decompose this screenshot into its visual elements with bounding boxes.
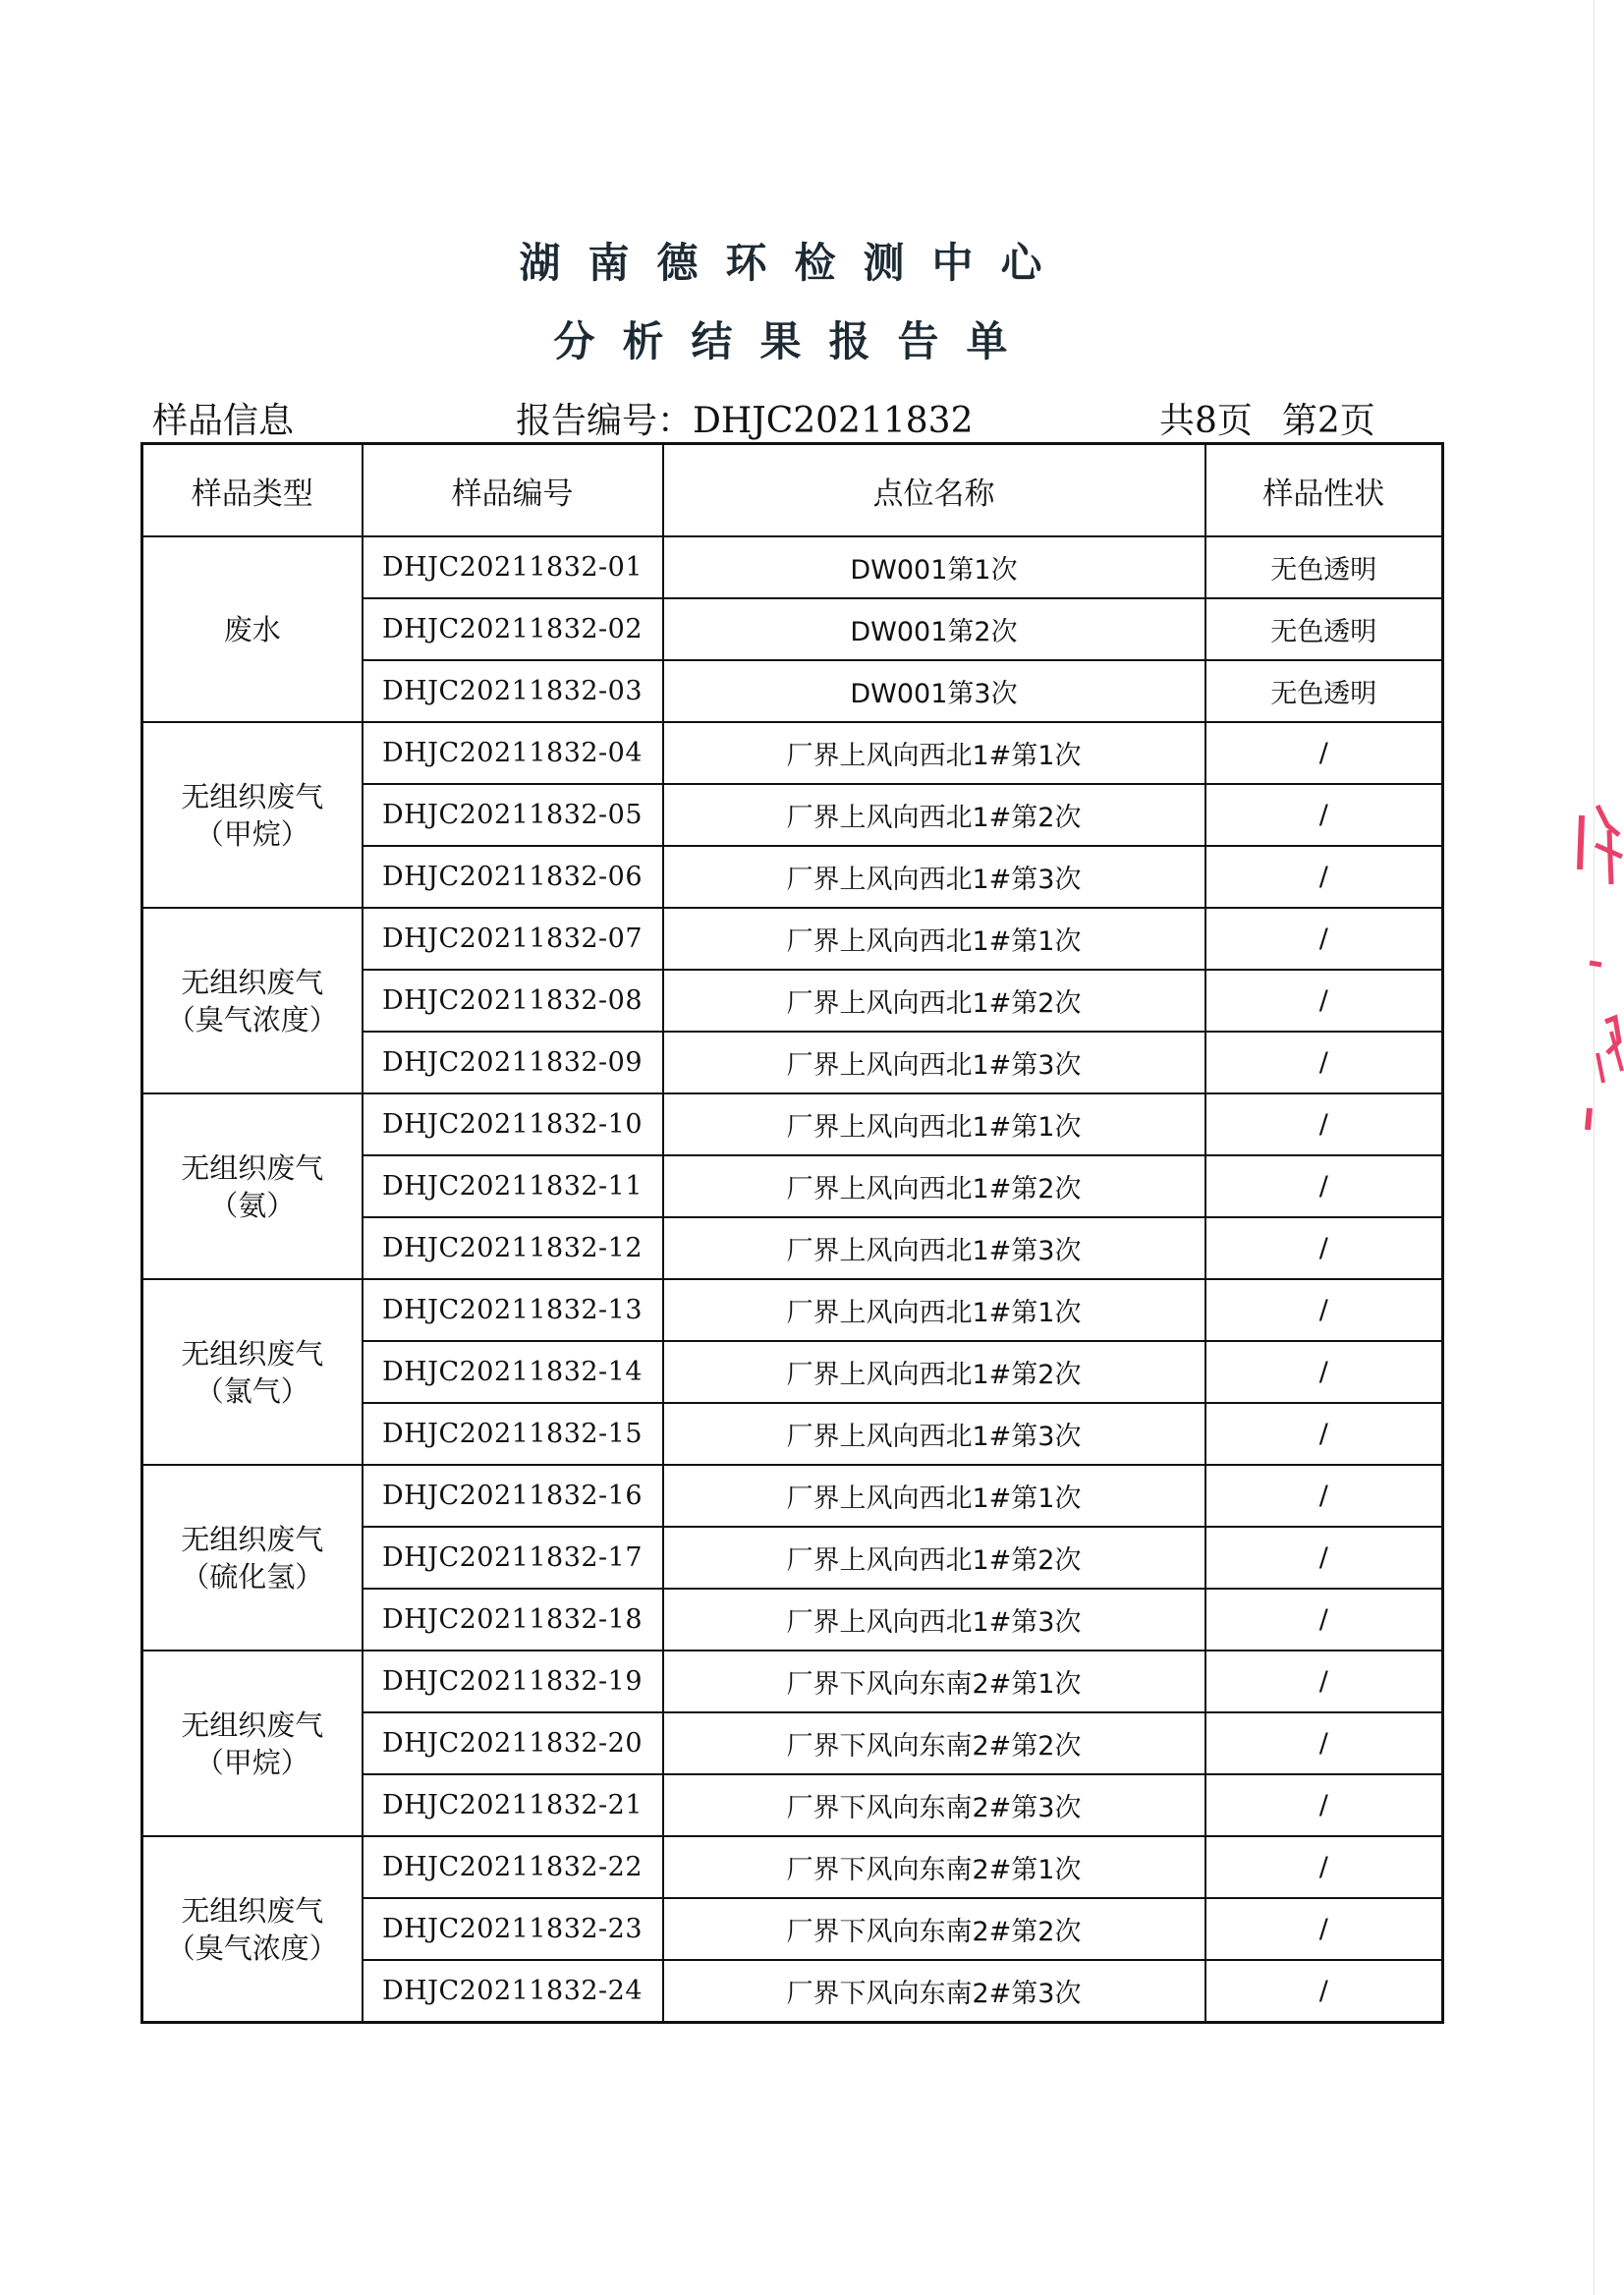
point-name-cell: 厂界上风向西北1#第2次 — [663, 1341, 1205, 1403]
point-name-cell: 厂界上风向西北1#第2次 — [663, 784, 1205, 846]
sample-property-cell: / — [1205, 1155, 1443, 1217]
sample-property-cell: / — [1205, 846, 1443, 908]
point-name-cell: 厂界上风向西北1#第3次 — [663, 1217, 1205, 1279]
sample-id-cell: DHJC20211832-11 — [363, 1155, 663, 1217]
table-row — [142, 1651, 1443, 1712]
sample-property-cell: / — [1205, 1712, 1443, 1774]
sample-type-qualifier: （甲烷） — [195, 1745, 309, 1779]
table-body — [142, 536, 1443, 2023]
sample-type-cell — [142, 1651, 363, 1836]
section-label: 样品信息 — [152, 401, 295, 441]
sample-property-cell: / — [1205, 1774, 1443, 1836]
sample-type-cell — [142, 1465, 363, 1651]
sample-id-cell: DHJC20211832-08 — [363, 970, 663, 1032]
sample-property-cell: 无色透明 — [1205, 660, 1443, 722]
sample-property-cell: / — [1205, 1403, 1443, 1465]
sample-type-label: 无组织废气 — [181, 1893, 324, 1928]
sample-type-label: 无组织废气 — [181, 1150, 324, 1185]
sample-property-cell: / — [1205, 1032, 1443, 1093]
point-name-cell: 厂界上风向西北1#第3次 — [663, 1403, 1205, 1465]
red-seal-stamp-fragment — [1568, 796, 1624, 1130]
point-name-cell: 厂界上风向西北1#第2次 — [663, 1527, 1205, 1589]
point-name-cell: DW001第2次 — [663, 598, 1205, 660]
sample-id-cell: DHJC20211832-22 — [363, 1836, 663, 1898]
sample-property-cell: / — [1205, 1465, 1443, 1527]
point-name-cell: 厂界下风向东南2#第3次 — [663, 1960, 1205, 2023]
sample-type-cell — [142, 908, 363, 1093]
point-name-cell: 厂界上风向西北1#第3次 — [663, 1589, 1205, 1651]
sample-id-cell: DHJC20211832-05 — [363, 784, 663, 846]
sample-property-cell: / — [1205, 1898, 1443, 1960]
sample-id-cell: DHJC20211832-15 — [363, 1403, 663, 1465]
point-name-cell: 厂界下风向东南2#第1次 — [663, 1651, 1205, 1712]
sample-id-cell: DHJC20211832-13 — [363, 1279, 663, 1341]
sample-property-cell: / — [1205, 784, 1443, 846]
sample-property-cell: / — [1205, 1960, 1443, 2023]
sample-type-label: 无组织废气 — [181, 1336, 324, 1371]
point-name-cell: 厂界上风向西北1#第3次 — [663, 1032, 1205, 1093]
point-name-cell: 厂界下风向东南2#第2次 — [663, 1712, 1205, 1774]
point-name-cell: 厂界上风向西北1#第1次 — [663, 1465, 1205, 1527]
sample-id-cell: DHJC20211832-07 — [363, 908, 663, 970]
sample-property-cell: 无色透明 — [1205, 536, 1443, 598]
sample-property-cell: / — [1205, 1279, 1443, 1341]
sample-type-cell — [142, 536, 363, 722]
point-name-cell: 厂界上风向西北1#第1次 — [663, 1279, 1205, 1341]
sample-property-cell: / — [1205, 1836, 1443, 1898]
sample-id-cell: DHJC20211832-03 — [363, 660, 663, 722]
sample-type-cell — [142, 1279, 363, 1465]
point-name-cell: DW001第1次 — [663, 536, 1205, 598]
sample-id-cell: DHJC20211832-12 — [363, 1217, 663, 1279]
sample-id-cell: DHJC20211832-02 — [363, 598, 663, 660]
sample-id-cell: DHJC20211832-18 — [363, 1589, 663, 1651]
sample-type-qualifier: （氯气） — [195, 1373, 309, 1408]
sample-id-cell: DHJC20211832-24 — [363, 1960, 663, 2023]
sample-type-qualifier: （氨） — [209, 1188, 296, 1222]
sample-type-qualifier: （臭气浓度） — [166, 1931, 338, 1965]
sample-type-qualifier: （臭气浓度） — [166, 1002, 338, 1036]
sample-id-cell: DHJC20211832-06 — [363, 846, 663, 908]
sample-property-cell: / — [1205, 1341, 1443, 1403]
sample-property-cell: / — [1205, 970, 1443, 1032]
sample-type-qualifier: （硫化氢） — [181, 1559, 324, 1594]
sample-type-label: 无组织废气 — [181, 965, 324, 999]
column-header-sample-type: 样品类型 — [142, 444, 363, 537]
sample-type-cell — [142, 1836, 363, 2023]
table-header-row — [142, 444, 1443, 537]
sample-id-cell: DHJC20211832-09 — [363, 1032, 663, 1093]
total-pages: 共8页 — [1159, 401, 1253, 441]
sample-id-cell: DHJC20211832-01 — [363, 536, 663, 598]
sample-id-cell: DHJC20211832-20 — [363, 1712, 663, 1774]
page-indicator — [1159, 393, 1375, 443]
table-row — [142, 536, 1443, 598]
sample-property-cell: / — [1205, 1093, 1443, 1155]
sample-type-label: 无组织废气 — [181, 1522, 324, 1556]
table-row — [142, 1279, 1443, 1341]
sample-property-cell: / — [1205, 1217, 1443, 1279]
sample-type-label: 无组织废气 — [181, 1707, 324, 1742]
sample-property-cell: 无色透明 — [1205, 598, 1443, 660]
column-header-sample-id: 样品编号 — [363, 444, 663, 537]
point-name-cell: 厂界上风向西北1#第2次 — [663, 970, 1205, 1032]
current-page: 第2页 — [1281, 401, 1375, 441]
column-header-sample-property: 样品性状 — [1205, 444, 1443, 537]
report-title-heading: 分析结果报告单 — [553, 317, 1036, 365]
report-number: 报告编号：DHJC20211832 — [516, 401, 974, 441]
sample-type-cell — [142, 1093, 363, 1279]
column-header-point-name: 点位名称 — [663, 444, 1205, 537]
sample-type-label: 无组织废气 — [181, 779, 324, 813]
table-row — [142, 1465, 1443, 1527]
sample-type-qualifier: （甲烷） — [195, 816, 309, 851]
sample-property-cell: / — [1205, 908, 1443, 970]
sample-id-cell: DHJC20211832-19 — [363, 1651, 663, 1712]
point-name-cell: 厂界上风向西北1#第2次 — [663, 1155, 1205, 1217]
table-row — [142, 1836, 1443, 1898]
sample-type-cell — [142, 722, 363, 908]
sample-info-table — [140, 442, 1444, 2024]
table-row — [142, 1093, 1443, 1155]
point-name-cell: 厂界上风向西北1#第1次 — [663, 1093, 1205, 1155]
sample-id-cell: DHJC20211832-16 — [363, 1465, 663, 1527]
sample-id-cell: DHJC20211832-10 — [363, 1093, 663, 1155]
point-name-cell: 厂界上风向西北1#第1次 — [663, 722, 1205, 784]
sample-id-cell: DHJC20211832-04 — [363, 722, 663, 784]
sample-property-cell: / — [1205, 1527, 1443, 1589]
sample-id-cell: DHJC20211832-21 — [363, 1774, 663, 1836]
point-name-cell: 厂界下风向东南2#第1次 — [663, 1836, 1205, 1898]
table-row — [142, 722, 1443, 784]
sample-id-cell: DHJC20211832-23 — [363, 1898, 663, 1960]
sample-property-cell: / — [1205, 1589, 1443, 1651]
sample-id-cell: DHJC20211832-17 — [363, 1527, 663, 1589]
point-name-cell: 厂界上风向西北1#第1次 — [663, 908, 1205, 970]
sample-id-cell: DHJC20211832-14 — [363, 1341, 663, 1403]
sample-type-label: 废水 — [223, 612, 281, 646]
point-name-cell: 厂界下风向东南2#第2次 — [663, 1898, 1205, 1960]
point-name-cell: 厂界上风向西北1#第3次 — [663, 846, 1205, 908]
scan-edge-line — [1594, 0, 1595, 2295]
table-row — [142, 908, 1443, 970]
org-name-heading: 湖南德环检测中心 — [519, 239, 1070, 287]
sample-property-cell: / — [1205, 722, 1443, 784]
sample-property-cell: / — [1205, 1651, 1443, 1712]
point-name-cell: DW001第3次 — [663, 660, 1205, 722]
point-name-cell: 厂界下风向东南2#第3次 — [663, 1774, 1205, 1836]
